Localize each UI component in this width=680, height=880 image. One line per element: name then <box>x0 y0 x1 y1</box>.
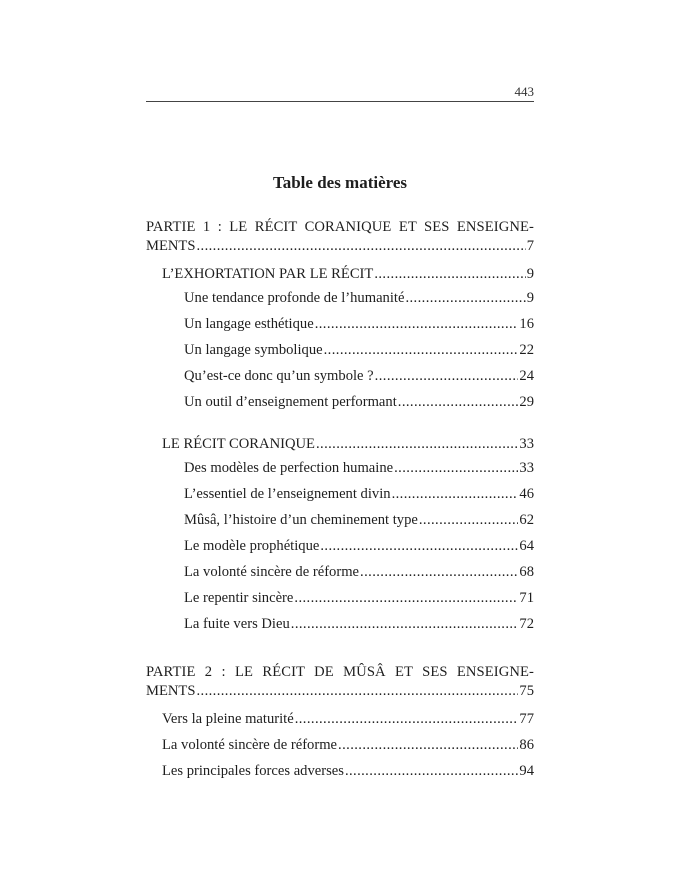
dot-leader <box>196 237 525 256</box>
toc-entry <box>146 507 534 533</box>
part-1-heading-line1: PARTIE 1 : LE RÉCIT CORANIQUE ET SES ENSEIGNE- <box>146 219 534 235</box>
dot-leader <box>338 732 518 758</box>
part-1 <box>146 218 534 637</box>
chapter-heading <box>146 263 534 285</box>
entry-page: 86 <box>519 737 534 753</box>
dot-leader <box>374 263 525 285</box>
entry-title: Les principales forces adverses <box>162 763 344 779</box>
entry-title: Le repentir sincère <box>184 590 294 606</box>
toc-entry <box>146 363 534 389</box>
dot-leader <box>295 706 519 732</box>
page-number: 443 <box>514 84 534 99</box>
entry-page: 9 <box>526 290 534 306</box>
dot-leader <box>345 758 518 784</box>
entry-page: 68 <box>519 564 534 580</box>
dot-leader <box>320 533 518 559</box>
entry-title: Une tendance profonde de l’humanité <box>184 290 405 306</box>
entry-title: La fuite vers Dieu <box>184 616 290 632</box>
entry-page: 62 <box>519 512 534 528</box>
dot-leader <box>196 682 518 701</box>
entry-page: 46 <box>519 486 534 502</box>
dot-leader <box>360 559 518 585</box>
entry-page: 64 <box>519 538 534 554</box>
toc-entry <box>146 706 534 732</box>
toc-title: Table des matières <box>272 173 408 192</box>
entry-page: 29 <box>519 394 534 410</box>
toc-entry <box>146 285 534 311</box>
chapter-title: LE RÉCIT CORANIQUE <box>162 436 315 452</box>
toc-entry <box>146 585 534 611</box>
entry-title: Vers la pleine maturité <box>162 711 294 727</box>
entry-title: Un langage esthétique <box>184 316 314 332</box>
toc-entry <box>146 559 534 585</box>
entry-title: La volonté sincère de réforme <box>162 737 338 753</box>
toc-entry <box>146 455 534 481</box>
dot-leader <box>324 337 519 363</box>
chapter-title: L’EXHORTATION PAR LE RÉCIT <box>162 266 374 282</box>
toc-entry <box>146 611 534 637</box>
chapter-page: 9 <box>526 266 534 282</box>
entry-page: 72 <box>519 616 534 632</box>
chapter-heading <box>146 433 534 455</box>
entry-page: 16 <box>519 316 534 332</box>
entry-title: Des modèles de perfection humaine <box>184 460 394 476</box>
entry-page: 24 <box>519 368 534 384</box>
dot-leader <box>375 363 519 389</box>
dot-leader <box>405 285 525 311</box>
entry-title: Un langage symbolique <box>184 342 323 358</box>
part-2-entries <box>146 706 534 784</box>
dot-leader <box>294 585 518 611</box>
entry-title: Le modèle prophétique <box>184 538 320 554</box>
table-of-contents <box>146 218 534 784</box>
dot-leader <box>394 455 518 481</box>
dot-leader <box>316 433 518 455</box>
dot-leader <box>398 389 519 415</box>
toc-entry <box>146 311 534 337</box>
dot-leader <box>419 507 519 533</box>
toc-entry <box>146 481 534 507</box>
chapter-recit-coranique <box>146 433 534 637</box>
entry-page: 22 <box>519 342 534 358</box>
entry-title: La volonté sincère de réforme <box>184 564 360 580</box>
dot-leader <box>315 311 519 337</box>
part-2 <box>146 663 534 784</box>
toc-entry <box>146 758 534 784</box>
dot-leader <box>291 611 519 637</box>
entry-page: 71 <box>519 590 534 606</box>
part-2-heading-line2 <box>146 682 534 701</box>
toc-entry <box>146 732 534 758</box>
header-rule <box>146 101 534 102</box>
part-2-page: 75 <box>519 683 534 699</box>
entry-title: Qu’est-ce donc qu’un symbole ? <box>184 368 374 384</box>
chapter-exhortation <box>146 263 534 415</box>
part-2-heading-line1: PARTIE 2 : LE RÉCIT DE MÛSÂ ET SES ENSEIGNE- <box>146 664 534 680</box>
entry-page: 94 <box>519 763 534 779</box>
entry-page: 33 <box>519 460 534 476</box>
part-1-heading-line2 <box>146 237 534 256</box>
part-1-heading-continuation: MENTS <box>146 238 196 254</box>
dot-leader <box>392 481 519 507</box>
part-1-page: 7 <box>526 238 534 254</box>
toc-entry <box>146 533 534 559</box>
entry-page: 77 <box>519 711 534 727</box>
entry-title: Mûsâ, l’histoire d’un cheminement type <box>184 512 418 528</box>
part-2-heading-continuation: MENTS <box>146 683 196 699</box>
toc-entry <box>146 389 534 415</box>
entry-title: Un outil d’enseignement performant <box>184 394 397 410</box>
toc-entry <box>146 337 534 363</box>
entry-title: L’essentiel de l’enseignement divin <box>184 486 391 502</box>
chapter-page: 33 <box>519 436 534 452</box>
